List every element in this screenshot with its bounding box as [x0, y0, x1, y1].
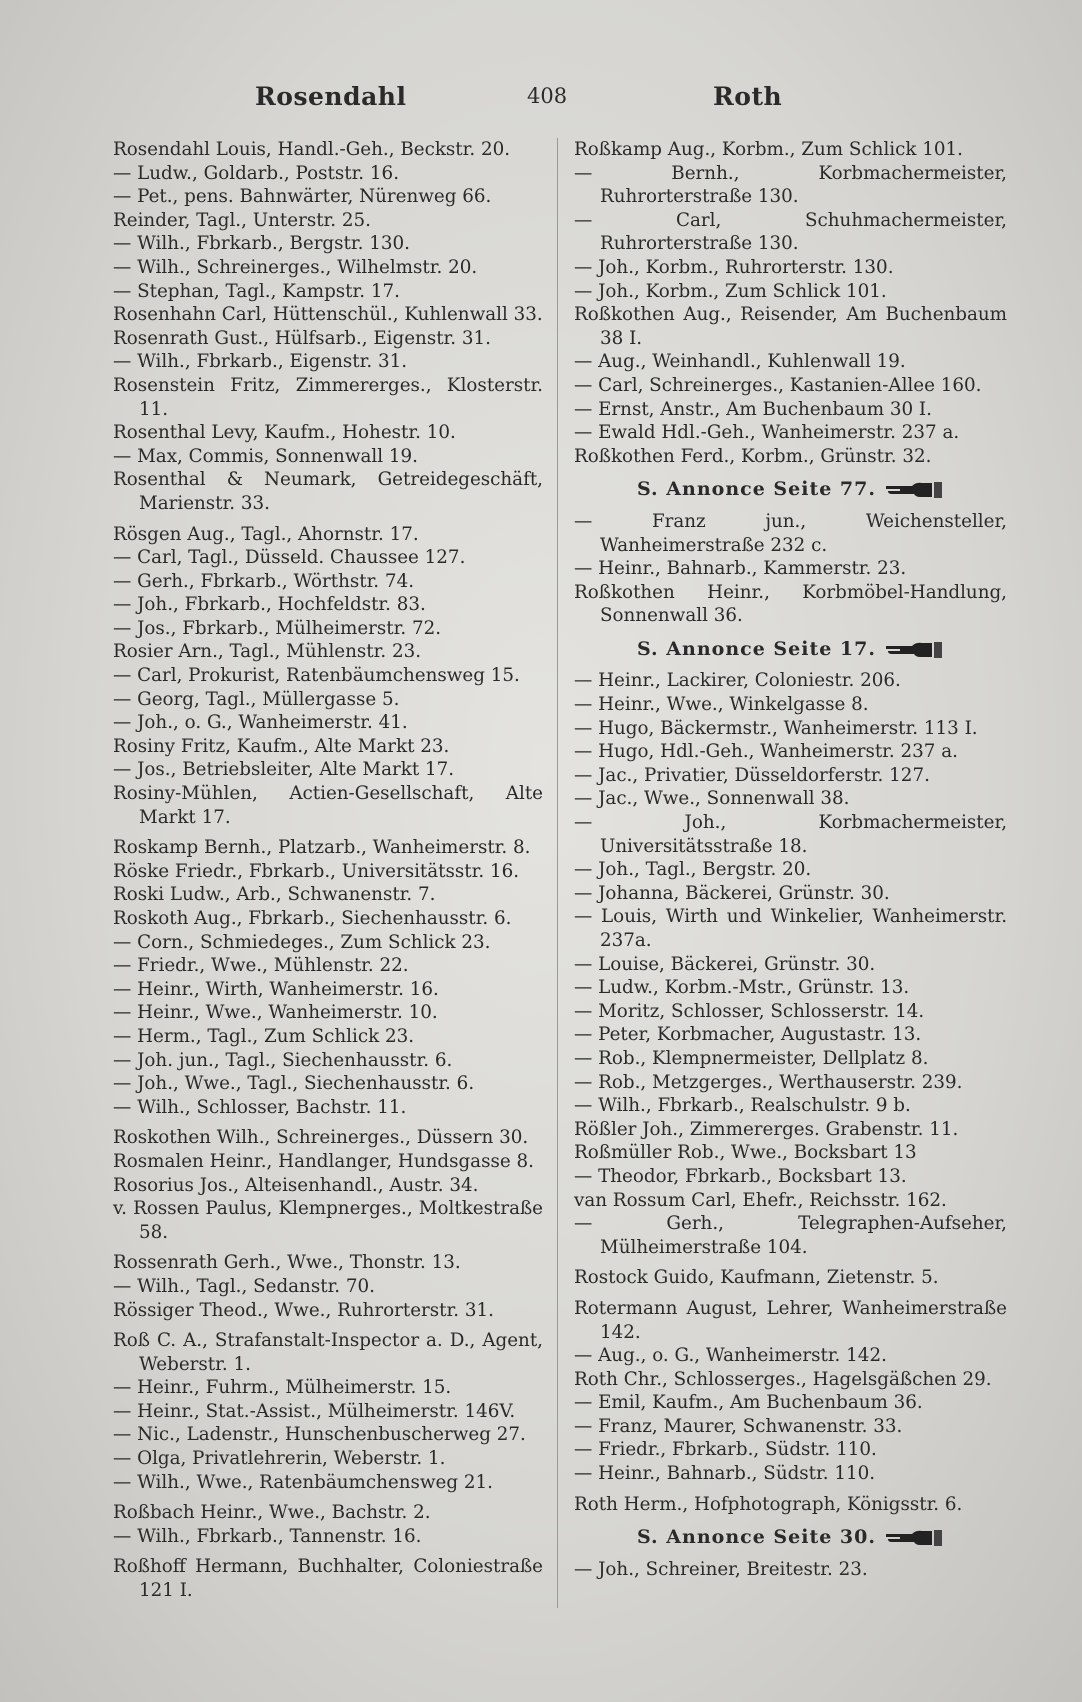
directory-entry: Rosenthal Levy, Kaufm., Hohestr. 10.: [113, 422, 456, 444]
directory-entry: Rosenhahn Carl, Hüttenschül., Kuhlenwall 33.: [113, 304, 543, 326]
directory-entry: — Rob., Metzgerges., Werthauserstr. 239.: [574, 1071, 963, 1093]
directory-entry: Roßkamp Aug., Korbm., Zum Schlick 101.: [574, 139, 963, 160]
pointing-hand-icon: [886, 1528, 944, 1548]
directory-entry: — Joh., o. G., Wanheimerstr. 41.: [113, 712, 408, 734]
directory-entry: — Joh., Korbmachermeister, Universitätsstraße 18.: [574, 812, 1007, 857]
directory-entry: — Joh., Fbrkarb., Hochfeldstr. 83.: [113, 594, 426, 616]
directory-entry: — Stephan, Tagl., Kampstr. 17.: [113, 280, 400, 302]
directory-entry: — Joh., Tagl., Bergstr. 20.: [574, 859, 812, 881]
directory-entry: Roth Chr., Schlosserges., Hagelsgäßchen 29.: [574, 1368, 992, 1390]
directory-entry: Rößler Joh., Zimmererges. Grabenstr. 11.: [574, 1118, 959, 1140]
directory-entry: — Peter, Korbmacher, Augustastr. 13.: [574, 1024, 922, 1046]
directory-entry: Roskamp Bernh., Platzarb., Wanheimerstr. 8.: [113, 837, 531, 859]
directory-entry: — Ewald Hdl.-Geh., Wanheimerstr. 237 a.: [574, 422, 960, 444]
directory-entry: — Olga, Privatlehrerin, Weberstr. 1.: [113, 1448, 446, 1470]
directory-entry: — Bernh., Korbmachermeister, Ruhrorterstraße 130.: [574, 162, 1007, 208]
directory-entry: — Heinr., Stat.-Assist., Mülheimerstr. 146V.: [113, 1400, 516, 1422]
directory-entry: v. Rossen Paulus, Klempnerges., Moltkestraße 58.: [113, 1198, 543, 1243]
directory-entry: — Nic., Ladenstr., Hunschenbuscherweg 27.: [113, 1424, 526, 1446]
directory-entry: — Theodor, Fbrkarb., Bocksbart 13.: [574, 1165, 907, 1187]
directory-entry: — Heinr., Wwe., Winkelgasse 8.: [574, 694, 869, 716]
directory-entry: Roßhoff Hermann, Buchhalter, Coloniestraße 121 I.: [113, 1556, 543, 1602]
directory-entry: Rotermann August, Lehrer, Wanheimerstraße 142.: [574, 1297, 1007, 1343]
directory-entry: Rössiger Theod., Wwe., Ruhrorterstr. 31.: [113, 1299, 494, 1321]
directory-entry: — Moritz, Schlosser, Schlosserstr. 14.: [574, 1000, 925, 1022]
directory-entry: — Louis, Wirth und Winkelier, Wanheimerstr. 237a.: [574, 906, 1007, 951]
directory-entry: — Jos., Betriebsleiter, Alte Markt 17.: [113, 759, 455, 781]
directory-entry: Roßbach Heinr., Wwe., Bachstr. 2.: [113, 1502, 431, 1524]
directory-entry: — Wilh., Tagl., Sedanstr. 70.: [113, 1275, 375, 1297]
directory-entry: Roßkothen Aug., Reisender, Am Buchenbaum 38 I.: [574, 304, 1007, 349]
directory-entry: — Max, Commis, Sonnenwall 19.: [113, 445, 418, 467]
directory-entry: Roskoth Aug., Fbrkarb., Siechenhausstr. 6.: [113, 908, 512, 929]
directory-entry: Roßmüller Rob., Wwe., Bocksbart 13: [574, 1142, 917, 1164]
directory-entry: van Rossum Carl, Ehefr., Reichsstr. 162.: [574, 1189, 947, 1211]
directory-entry: Reinder, Tagl., Unterstr. 25.: [113, 209, 371, 231]
annonce-text: S. Annonce Seite 30.: [637, 1526, 876, 1549]
directory-entry: Röske Friedr., Fbrkarb., Universitätsstr. 16.: [113, 860, 520, 882]
directory-entry: Rosiny Fritz, Kaufm., Alte Markt 23.: [113, 735, 450, 757]
directory-entry: — Franz, Maurer, Schwanenstr. 33.: [574, 1415, 903, 1437]
directory-entry: Rosier Arn., Tagl., Mühlenstr. 23.: [113, 641, 422, 663]
directory-entry: — Friedr., Fbrkarb., Südstr. 110.: [574, 1439, 877, 1461]
directory-entry: — Carl, Schuhmachermeister, Ruhrorterstraße 130.: [574, 209, 1007, 255]
directory-entry: Rosendahl Louis, Handl.-Geh., Beckstr. 20.: [113, 139, 511, 160]
directory-entry: — Gerh., Telegraphen-Aufseher, Mülheimerstraße 104.: [574, 1213, 1007, 1258]
directory-entry: — Joh. jun., Tagl., Siechenhausstr. 6.: [113, 1049, 453, 1071]
directory-entry: — Ludw., Goldarb., Poststr. 16.: [113, 162, 399, 184]
directory-entry: — Heinr., Lackirer, Coloniestr. 206.: [574, 670, 901, 692]
directory-entry: — Heinr., Bahnarb., Kammerstr. 23.: [574, 558, 907, 580]
directory-entry: — Aug., Weinhandl., Kuhlenwall 19.: [574, 351, 906, 373]
directory-entry: — Hugo, Bäckermstr., Wanheimerstr. 113 I.: [574, 717, 978, 739]
directory-entry: — Johanna, Bäckerei, Grünstr. 30.: [574, 882, 890, 904]
directory-entry: Rosenrath Gust., Hülfsarb., Eigenstr. 31.: [113, 327, 491, 349]
directory-entry: — Herm., Tagl., Zum Schlick 23.: [113, 1025, 415, 1047]
directory-entry: — Ludw., Korbm.-Mstr., Grünstr. 13.: [574, 977, 910, 999]
directory-entry: — Aug., o. G., Wanheimerstr. 142.: [574, 1345, 887, 1367]
directory-entry: Rösgen Aug., Tagl., Ahornstr. 17.: [113, 523, 419, 545]
column-divider: [557, 138, 558, 1608]
directory-entry: — Wilh., Fbrkarb., Eigenstr. 31.: [113, 351, 408, 373]
directory-entry: — Heinr., Wirth, Wanheimerstr. 16.: [113, 978, 439, 1000]
directory-entry: Roth Herm., Hofphotograph, Königsstr. 6.: [574, 1493, 963, 1515]
directory-entry: Rosorius Jos., Alteisenhandl., Austr. 34.: [113, 1174, 479, 1196]
directory-entry: — Wilh., Schreinerges., Wilhelmstr. 20.: [113, 256, 478, 278]
directory-entry: — Friedr., Wwe., Mühlenstr. 22.: [113, 955, 409, 977]
annonce-text: S. Annonce Seite 17.: [637, 637, 876, 660]
annonce-text: S. Annonce Seite 77.: [637, 478, 876, 501]
directory-entry: — Ernst, Anstr., Am Buchenbaum 30 I.: [574, 398, 932, 420]
directory-entry: — Heinr., Fuhrm., Mülheimerstr. 15.: [113, 1377, 452, 1399]
directory-entry: Rosenstein Fritz, Zimmererges., Klosterstr. 11.: [113, 374, 543, 420]
directory-entry: Rosmalen Heinr., Handlanger, Hundsgasse 8.: [113, 1150, 534, 1172]
directory-entry: — Emil, Kaufm., Am Buchenbaum 36.: [574, 1392, 923, 1414]
pointing-hand-icon: [886, 640, 944, 660]
directory-entry: — Jac., Privatier, Düsseldorferstr. 127.: [574, 764, 930, 786]
directory-entry: Rostock Guido, Kaufmann, Zietenstr. 5.: [574, 1267, 939, 1289]
annonce-reference: [574, 638, 1007, 662]
page-header: [0, 82, 1082, 118]
directory-entry: — Carl, Tagl., Düsseld. Chaussee 127.: [113, 547, 466, 569]
directory-entry: — Joh., Schreiner, Breitestr. 23.: [574, 1558, 868, 1580]
directory-entry: — Gerh., Fbrkarb., Wörthstr. 74.: [113, 570, 415, 592]
directory-entry: — Louise, Bäckerei, Grünstr. 30.: [574, 953, 876, 975]
annonce-reference: [574, 1526, 1007, 1550]
directory-entry: — Georg, Tagl., Müllergasse 5.: [113, 688, 400, 710]
directory-entry: — Joh., Korbm., Zum Schlick 101.: [574, 280, 887, 302]
directory-entry: — Carl, Prokurist, Ratenbäumchensweg 15.: [113, 665, 520, 687]
annonce-reference: [574, 478, 1007, 502]
directory-entry: Rosiny-Mühlen, Actien-Gesellschaft, Alte Markt 17.: [113, 783, 543, 828]
directory-entry: — Franz jun., Weichensteller, Wanheimerstraße 232 c.: [574, 510, 1007, 556]
directory-entry: Roß C. A., Strafanstalt-Inspector a. D., Agent, Weberstr. 1.: [113, 1330, 543, 1375]
directory-entry: — Hugo, Hdl.-Geh., Wanheimerstr. 237 a.: [574, 741, 958, 763]
directory-entry: — Wilh., Schlosser, Bachstr. 11.: [113, 1096, 407, 1118]
directory-entry: Rossenrath Gerh., Wwe., Thonstr. 13.: [113, 1252, 461, 1274]
directory-entry: Rosenthal & Neumark, Getreidegeschäft, Marienstr. 33.: [113, 469, 543, 514]
directory-entry: — Joh., Wwe., Tagl., Siechenhausstr. 6.: [113, 1073, 475, 1095]
directory-entry: — Jos., Fbrkarb., Mülheimerstr. 72.: [113, 617, 442, 639]
directory-entry: — Pet., pens. Bahnwärter, Nürenweg 66.: [113, 186, 492, 208]
directory-entry: — Wilh., Fbrkarb., Tannenstr. 16.: [113, 1525, 422, 1547]
directory-entry: Roski Ludw., Arb., Schwanenstr. 7.: [113, 884, 436, 906]
pointing-hand-icon: [886, 480, 944, 500]
directory-entry: — Rob., Klempnermeister, Dellplatz 8.: [574, 1047, 929, 1069]
directory-entry: — Joh., Korbm., Ruhrorterstr. 130.: [574, 256, 894, 278]
directory-entry: — Jac., Wwe., Sonnenwall 38.: [574, 788, 850, 810]
directory-entry: — Heinr., Bahnarb., Südstr. 110.: [574, 1463, 876, 1485]
directory-entry: — Wilh., Fbrkarb., Realschulstr. 9 b.: [574, 1095, 911, 1117]
left-column: [113, 138, 543, 1603]
directory-entry: — Corn., Schmiedeges., Zum Schlick 23.: [113, 931, 491, 953]
directory-entry: Roßkothen Heinr., Korbmöbel-Handlung, Sonnenwall 36.: [574, 581, 1007, 627]
directory-entry: — Carl, Schreinerges., Kastanien-Allee 160.: [574, 374, 982, 396]
page-number: 408: [527, 84, 568, 108]
header-right-keyword: Roth: [713, 82, 783, 111]
directory-entry: — Wilh., Fbrkarb., Bergstr. 130.: [113, 233, 410, 255]
directory-entry: — Heinr., Wwe., Wanheimerstr. 10.: [113, 1002, 438, 1024]
directory-entry: Roßkothen Ferd., Korbm., Grünstr. 32.: [574, 445, 932, 467]
header-left-keyword: Rosendahl: [255, 82, 407, 111]
directory-entry: — Wilh., Wwe., Ratenbäumchensweg 21.: [113, 1471, 493, 1493]
directory-entry: Roskothen Wilh., Schreinerges., Düssern 30.: [113, 1127, 529, 1149]
right-column: [574, 138, 1007, 1581]
